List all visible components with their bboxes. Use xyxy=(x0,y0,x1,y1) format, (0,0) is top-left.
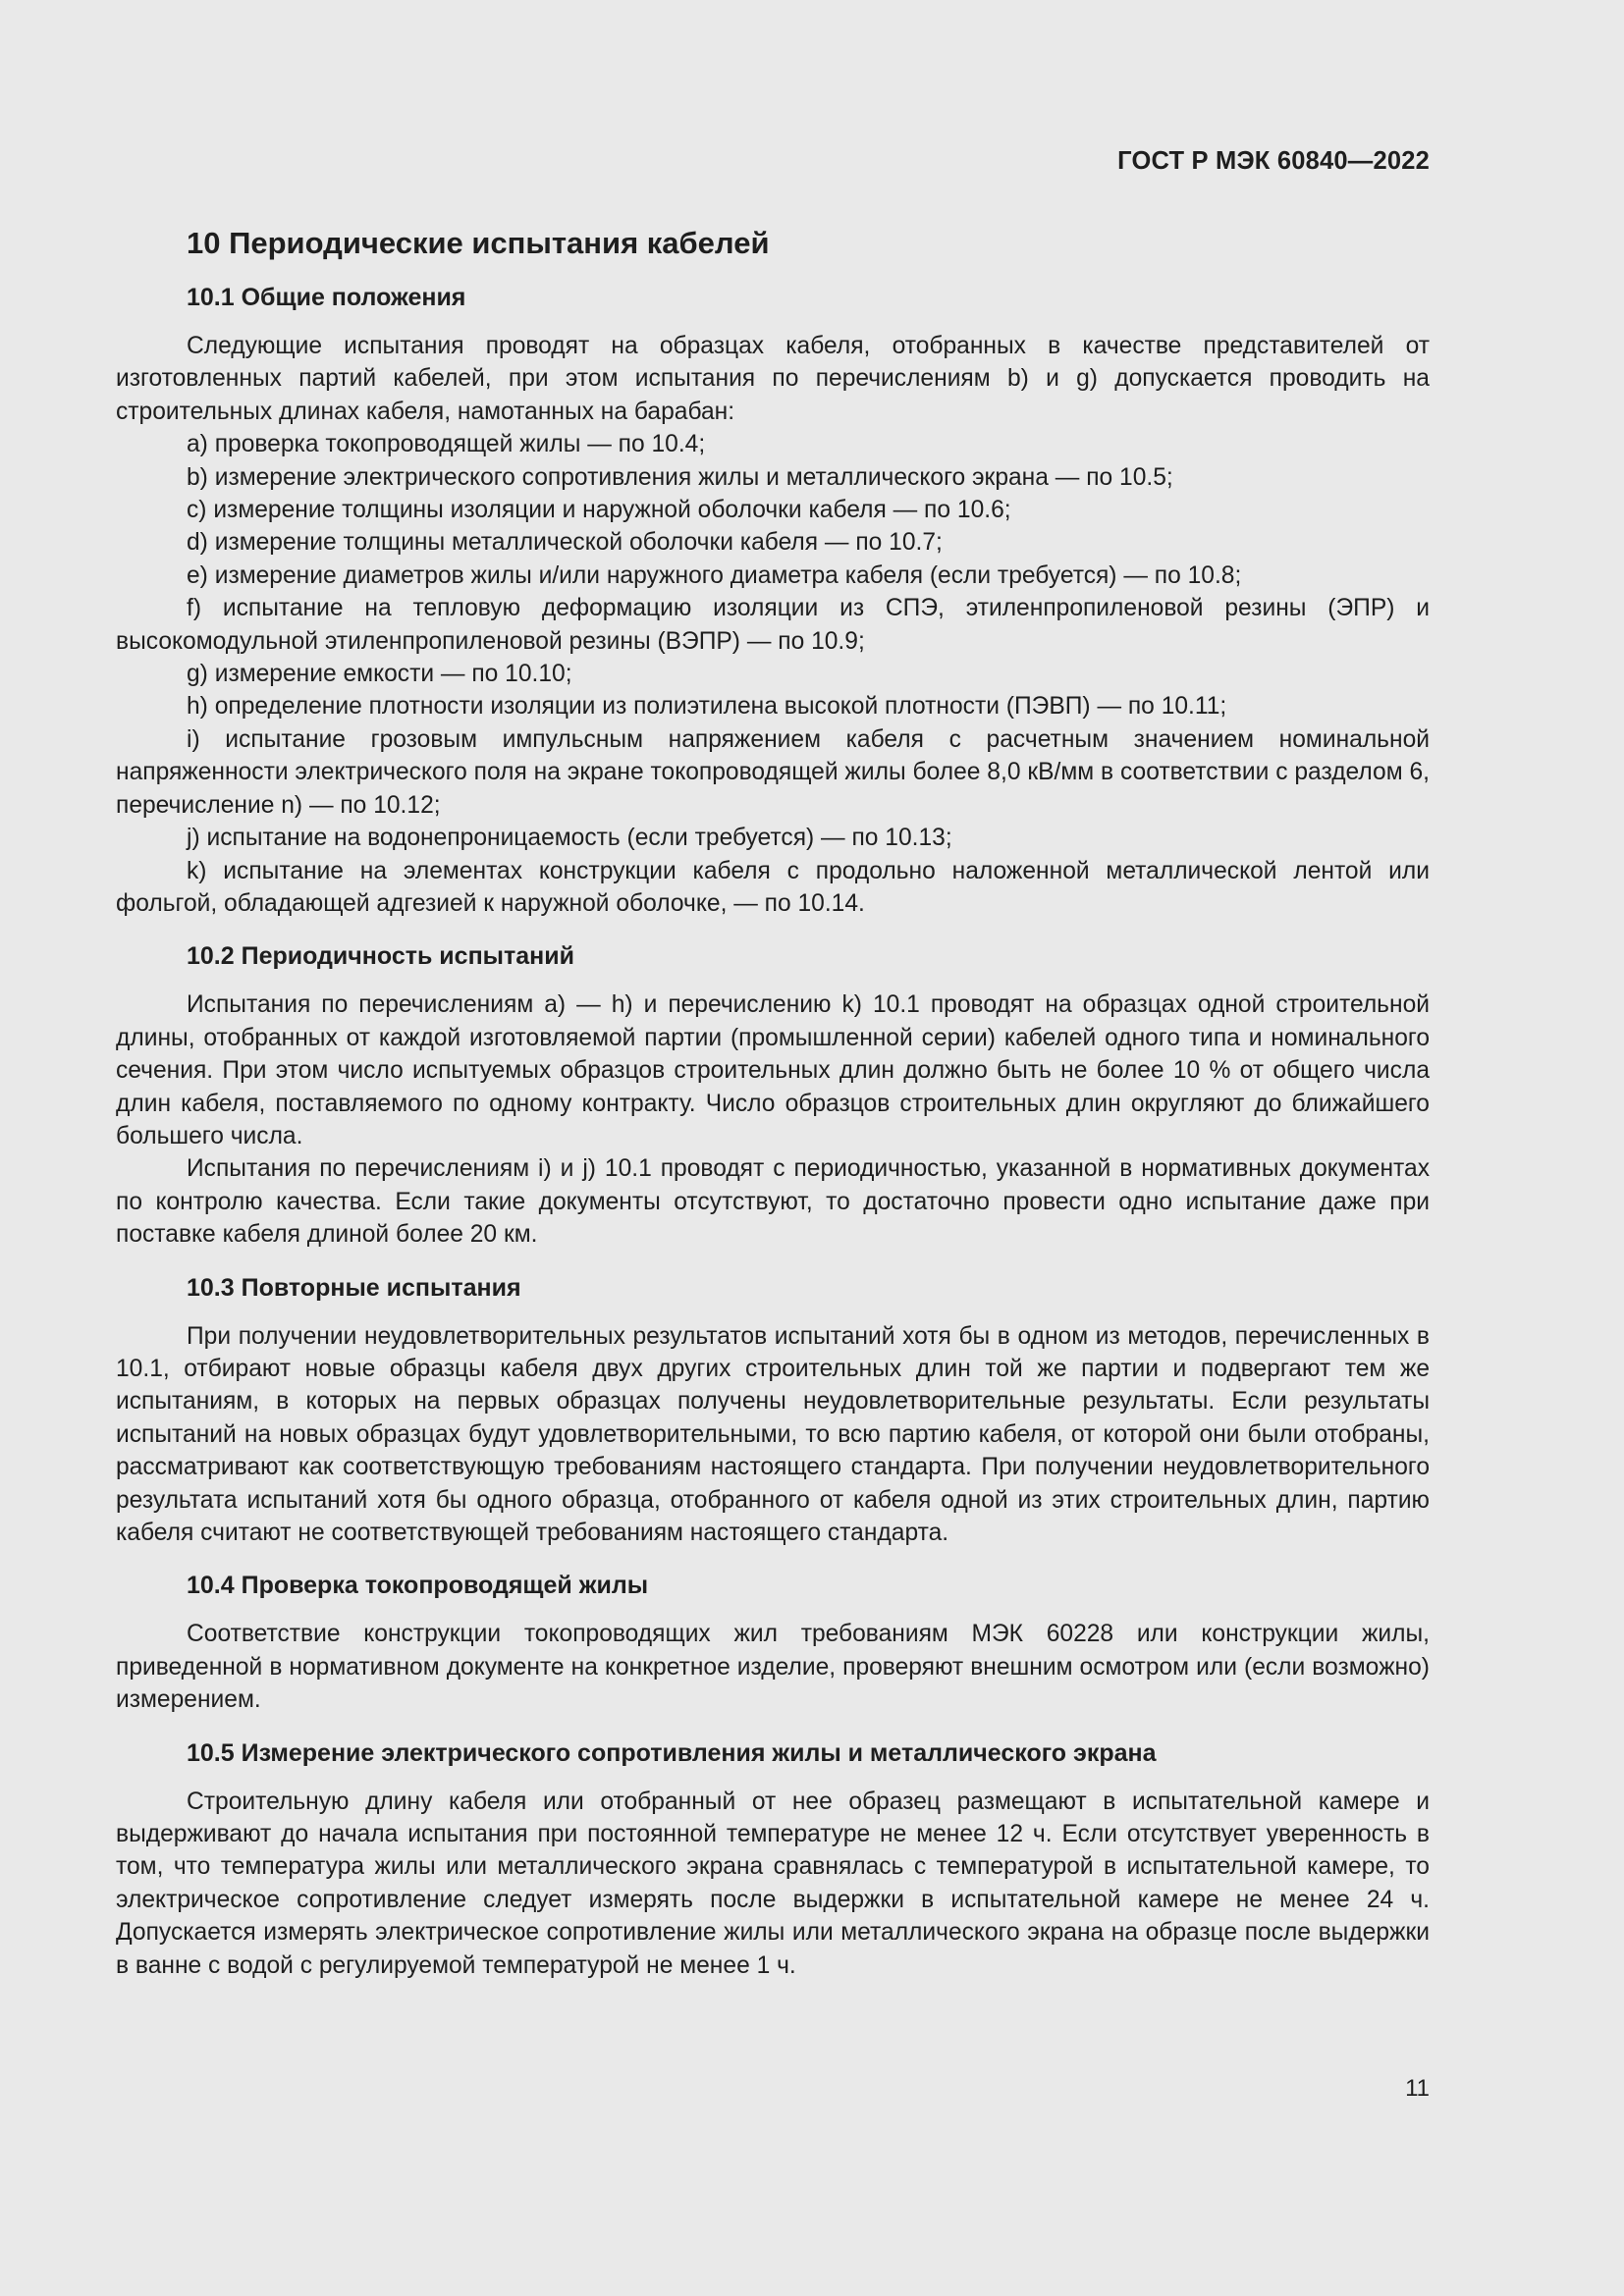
subsection-title-10-5: 10.5 Измерение электрического сопротивления жилы и металлического экрана xyxy=(187,1738,1157,1767)
paragraph-10-5-1: Строительную длину кабеля или отобранный от нее образец размещают в испытательной камере и выдерживают до начала испытания при постоянной температуре не менее 12 ч. Если отсутствует уверенность в том, что температура жилы или металлического экрана сравнялась с температурой в испытательной камере, то электрическое сопротивление следует измерять после выдержки в испытательной камере не менее 24 ч. Допускается измерять электрическое сопротивление жилы или металлического экрана на образце после выдержки в ванне с водой с регулируемой температурой не менее 1 ч. xyxy=(116,1788,1430,1979)
paragraph-10-1-intro: Следующие испытания проводят на образцах кабеля, отобранных в качестве представителей от изготовленных партий кабелей, при этом испытания по перечислениям b) и g) допускается проводить на строительных длинах кабеля, намотанных на барабан: xyxy=(116,333,1430,425)
list-item-a: a) проверка токопроводящей жилы — по 10.4; xyxy=(187,431,706,458)
paragraph-10-2-1: Испытания по перечислениям a) — h) и перечислению k) 10.1 проводят на образцах одной строительной длины, отобранных от каждой изготовляемой партии (промышленной серии) кабелей одного типа и номинального сечения. При этом число испытуемых образцов строительных длин должно быть не более 10 % от общего числа длин кабеля, поставляемого по одному контракту. Число образцов строительных длин округляют до ближайшего большего числа. xyxy=(116,991,1430,1149)
list-item-g: g) измерение емкости — по 10.10; xyxy=(187,661,572,688)
subsection-title-10-3: 10.3 Повторные испытания xyxy=(187,1273,521,1302)
list-item-f: f) испытание на тепловую деформацию изоляции из СПЭ, этиленпропиленовой резины (ЭПР) и высокомодульной этиленпропиленовой резины (ВЭПР) — по 10.9; xyxy=(116,595,1430,655)
paragraph-10-4-1: Соответствие конструкции токопроводящих жил требованиям МЭК 60228 или конструкции жилы, приведенной в нормативном документе на конкретное изделие, проверяют внешним осмотром или (если возможно) измерением. xyxy=(116,1621,1430,1714)
paragraph-10-2-2: Испытания по перечислениям i) и j) 10.1 проводят с периодичностью, указанной в нормативных документах по контролю качества. Если такие документы отсутствуют, то достаточно провести одно испытание даже при поставке кабеля длиной более 20 км. xyxy=(116,1155,1430,1249)
list-item-b: b) измерение электрического сопротивления жилы и металлического экрана — по 10.5; xyxy=(187,463,1173,491)
paragraph-10-3-1: При получении неудовлетворительных результатов испытаний хотя бы в одном из методов, перечисленных в 10.1, отбирают новые образцы кабеля двух других строительных длин той же партии и подвергают тем же испытаниям, в которых на первых образцах получены неудовлетворительные результаты. Если результаты испытаний на новых образцах будут удовлетворительными, то всю партию кабеля, от которой они были отобраны, рассматривают как соответствующую требованиям настоящего стандарта. При получении неудовлетворительного результата испытаний хотя бы одного образца, отобранного от кабеля одной из этих строительных длин, партию кабеля считают не соответствующей требованиям настоящего стандарта. xyxy=(116,1322,1430,1546)
list-item-k: k) испытание на элементах конструкции кабеля с продольно наложенной металлической лентой или фольгой, обладающей адгезией к наружной оболочке, — по 10.14. xyxy=(116,857,1430,917)
list-item-d: d) измерение толщины металлической оболочки кабеля — по 10.7; xyxy=(187,529,943,557)
document-body xyxy=(116,222,1430,1982)
subsection-title-10-2: 10.2 Периодичность испытаний xyxy=(187,942,575,971)
section-title: 10 Периодические испытания кабелей xyxy=(187,226,770,260)
list-item-i: i) испытание грозовым импульсным напряжением кабеля с расчетным значением номинальной напряженности электрического поля на экране токопроводящей жилы более 8,0 кВ/мм в соответствии с разделом 6, перечисление n) — по 10.12; xyxy=(116,725,1430,819)
subsection-title-10-4: 10.4 Проверка токопроводящей жилы xyxy=(187,1572,649,1600)
list-item-e: e) измерение диаметров жилы и/или наружного диаметра кабеля (если требуется) — по 10.8; xyxy=(187,561,1242,589)
subsection-title-10-1: 10.1 Общие положения xyxy=(187,284,466,311)
document-code-header: ГОСТ Р МЭК 60840—2022 xyxy=(1117,147,1430,175)
list-item-c: c) измерение толщины изоляции и наружной оболочки кабеля — по 10.6; xyxy=(187,497,1011,524)
page-number: 11 xyxy=(1405,2075,1430,2102)
list-item-j: j) испытание на водонепроницаемость (если требуется) — по 10.13; xyxy=(187,825,952,852)
list-item-h: h) определение плотности изоляции из полиэтилена высокой плотности (ПЭВП) — по 10.11; xyxy=(187,693,1227,721)
